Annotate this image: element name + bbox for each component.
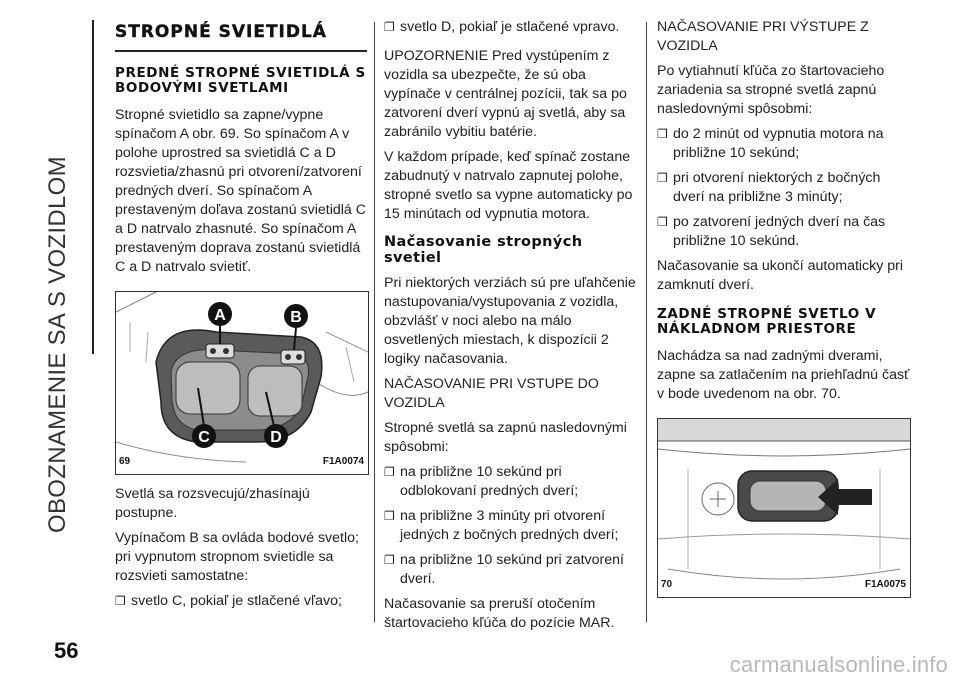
svg-text:D: D: [270, 429, 282, 446]
subsection-title: Načasovanie stropných svetiel: [384, 234, 583, 266]
checkbox-bullet-icon: [115, 592, 131, 611]
svg-text:C: C: [198, 429, 210, 446]
paragraph: Načasovanie sa ukončí automaticky pri zamknutí dverí.: [657, 258, 904, 293]
figure-code: F1A0075: [864, 579, 906, 590]
paragraph: NAČASOVANIE PRI VSTUPE DO VOZIDLA: [384, 376, 599, 411]
column-2: [384, 18, 636, 639]
checkbox-bullet-icon: [384, 551, 400, 589]
paragraph: Po vytiahnutí kľúča zo štartovacieho zariadenia sa stropné svetlá zapnú nasledovnými spôsobmi:: [657, 63, 885, 117]
figure-number: 70: [661, 579, 673, 590]
list-item: ❐ po zatvorení jedných dverí na čas približne 10 sekúnd.: [657, 213, 915, 251]
paragraph: V každom prípade, keď spínač zostane zabudnutý v natrvalo zapnutej polohe, stropné svetlo sa vypne automaticky po 15 minútach od vypnutia motora.: [384, 149, 633, 222]
figure-code: F1A0074: [322, 456, 364, 467]
list-item: ❐ na približne 10 sekúnd pri zatvorení dverí.: [384, 551, 636, 589]
checkbox-bullet-icon: [657, 125, 673, 163]
column-3: [657, 18, 915, 608]
checkbox-bullet-icon: [384, 507, 400, 545]
paragraph: Stropné svietidlo sa zapne/vypne spínačom A obr. 69. So spínačom A v polohe uprostred sa svietidlá C a D rozsvietia/zhasnú pri otvorení/zatvorení predných dverí. So spínačom A prestaveným doľava zostanú svietidlá C a D natrvalo zhasnuté. So spínačom A prestaveným doprava zostanú svietidlá C a D natrvalo svietiť.: [115, 107, 366, 275]
paragraph: Načasovanie sa preruší otočením štartovacieho kľúča do pozície MAR.: [384, 596, 615, 631]
section-title: PREDNÉ STROPNÉ SVIETIDLÁ S BODOVÝMI SVETLAMI: [115, 65, 366, 96]
paragraph: Nachádza sa nad zadnými dverami, zapne sa zatlačením na priehľadnú časť v bode uvedenom na obr. 70.: [657, 348, 910, 402]
list-item: ❐ na približne 10 sekúnd pri odblokovaní predných dverí;: [384, 463, 636, 501]
figure-70: [657, 418, 911, 598]
list-item: ❐ na približne 3 minúty pri otvorení jedných z bočných predných dverí;: [384, 507, 636, 545]
list-item: ❐ do 2 minút od vypnutia motora na približne 10 sekúnd;: [657, 125, 915, 163]
section-title: ZADNÉ STROPNÉ SVETLO V NÁKLADNOM PRIESTORE: [657, 306, 877, 337]
title-rule: [115, 50, 367, 52]
paragraph: NAČASOVANIE PRI VÝSTUPE Z VOZIDLA: [657, 19, 869, 54]
ceiling-light-illustration: [116, 292, 368, 474]
list-item: ❐ svetlo C, pokiaľ je stlačené vľavo;: [115, 592, 367, 611]
paragraph: Pri niektorých verziách sú pre uľahčenie nastupovania/vystupovania z vozidla, obzvlášť v noci alebo na málo osvetlených miestach, k dispozícii 2 logiky načasovania.: [384, 275, 636, 367]
rear-light-illustration: [658, 419, 910, 597]
paragraph: Svetlá sa rozsvecujú/zhasínajú postupne.: [115, 486, 310, 521]
list-item: ❐ pri otvorení niektorých z bočných dverí na približne 3 minúty;: [657, 169, 915, 207]
checkbox-bullet-icon: [657, 169, 673, 207]
side-rule: [92, 20, 94, 354]
paragraph: UPOZORNENIE Pred vystúpením z vozidla sa ubezpečte, že sú oba vypínače v centrálnej pozícii, tak sa po zatvorení dverí vypnú aj svetlá, aby sa zabránilo vybitiu batérie.: [384, 48, 627, 140]
paragraph: Vypínačom B sa ovláda bodové svetlo; pri vypnutom stropnom svietidle sa rozsvieti samostatne:: [115, 530, 359, 584]
paragraph: Stropné svetlá sa zapnú nasledovnými spôsobmi:: [384, 420, 627, 455]
checkbox-bullet-icon: [384, 463, 400, 501]
checkbox-bullet-icon: [384, 18, 400, 37]
column-1: [115, 18, 367, 617]
checkbox-bullet-icon: [657, 213, 673, 251]
page-number: 56: [54, 638, 79, 663]
figure-69: [115, 291, 369, 475]
figure-number: 69: [119, 456, 131, 467]
watermark: carmanualsonline.info: [729, 652, 948, 677]
list-item: ❐ svetlo D, pokiaľ je stlačené vpravo.: [384, 18, 636, 37]
svg-text:A: A: [214, 307, 226, 324]
svg-text:B: B: [290, 309, 302, 326]
page-title: STROPNÉ SVIETIDLÁ: [115, 22, 327, 42]
column-divider: [374, 22, 375, 622]
column-divider: [646, 22, 647, 622]
